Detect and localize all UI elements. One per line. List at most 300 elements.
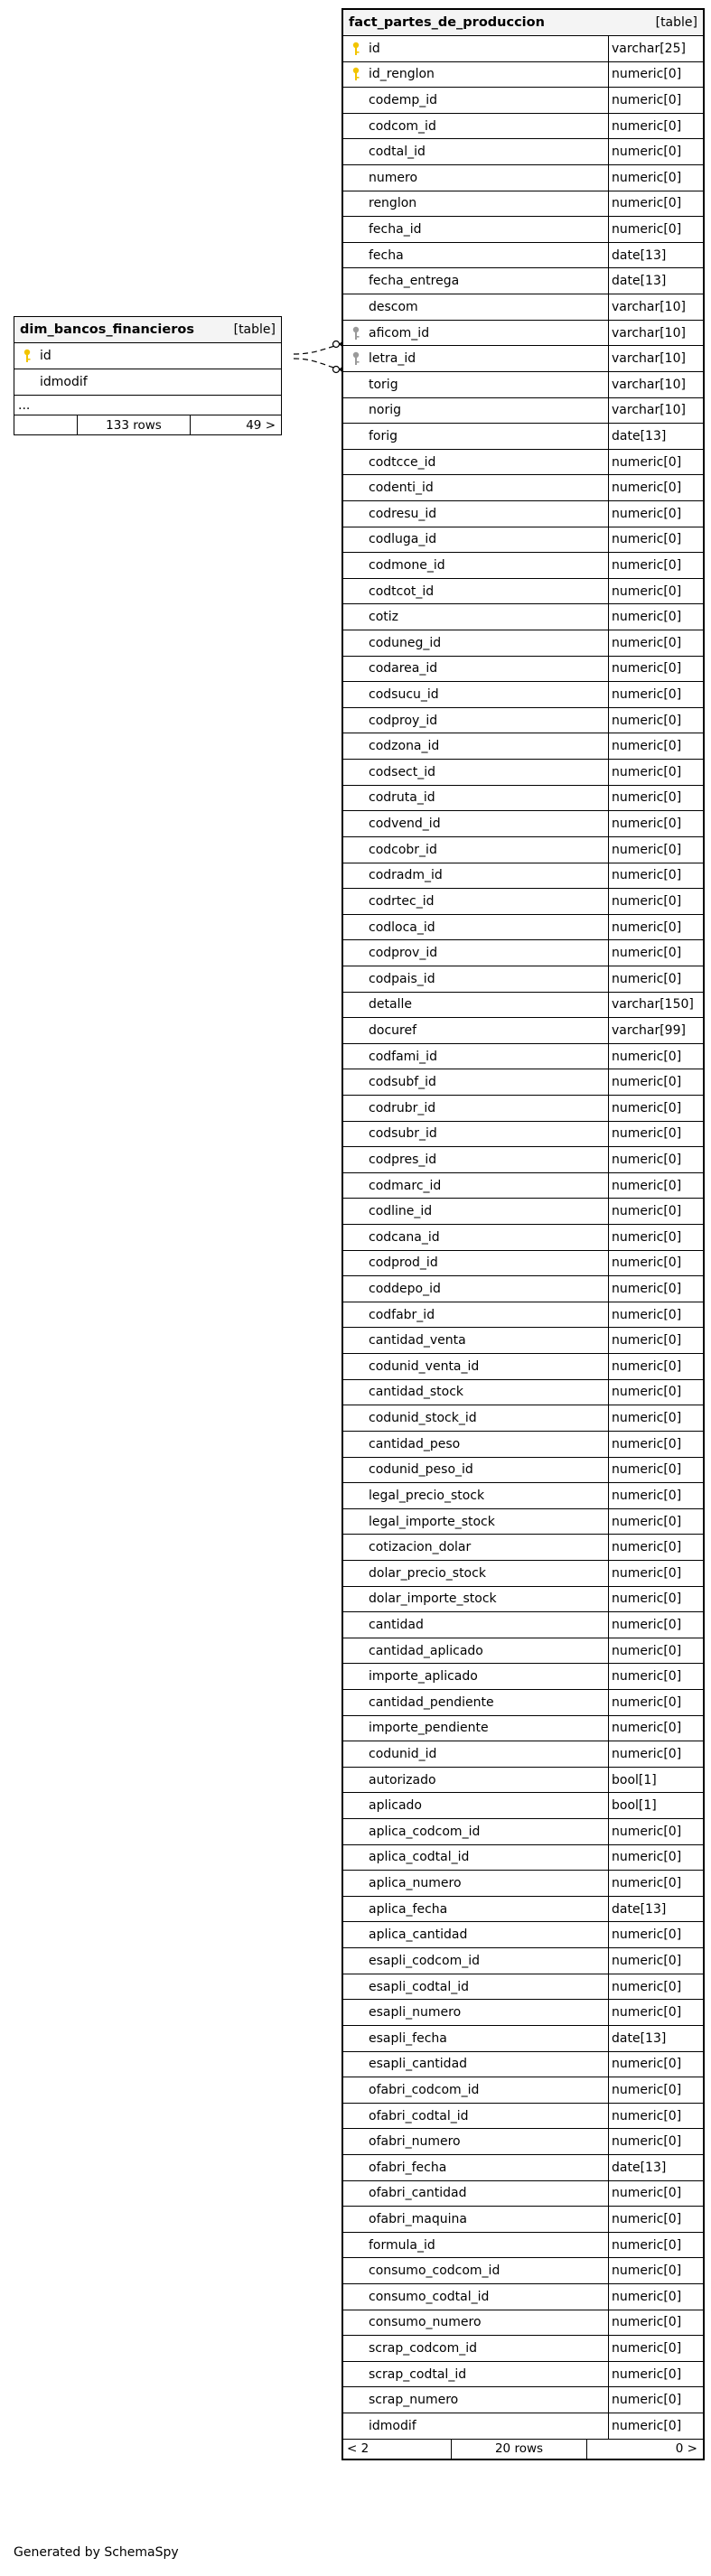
column-type: varchar[10] — [612, 403, 686, 418]
key-slot — [343, 351, 369, 366]
column-row[interactable] — [343, 114, 703, 140]
column-row[interactable] — [343, 1276, 703, 1302]
column-row[interactable] — [343, 1225, 703, 1251]
column-name-cell — [343, 1612, 609, 1638]
column-name: importe_pendiente — [369, 1721, 489, 1736]
column-row[interactable] — [343, 966, 703, 993]
table-footer — [14, 415, 281, 434]
column-row[interactable] — [343, 1302, 703, 1329]
column-row[interactable] — [343, 2181, 703, 2207]
column-row[interactable] — [343, 993, 703, 1019]
column-type: numeric[0] — [612, 481, 682, 496]
column-name-cell — [343, 165, 609, 191]
column-name-cell — [343, 1432, 609, 1457]
column-type: numeric[0] — [612, 118, 682, 134]
column-type: varchar[150] — [612, 997, 694, 1013]
column-row[interactable] — [343, 268, 703, 294]
column-type: numeric[0] — [612, 1953, 682, 1968]
column-type: numeric[0] — [612, 1462, 682, 1478]
column-row[interactable] — [343, 475, 703, 501]
column-row[interactable] — [343, 1251, 703, 1277]
column-type: numeric[0] — [612, 2315, 682, 2330]
column-row[interactable] — [343, 243, 703, 269]
column-row[interactable] — [343, 708, 703, 734]
key-slot — [14, 349, 40, 363]
column-name-cell — [343, 1561, 609, 1586]
column-name-cell — [343, 2336, 609, 2361]
column-type: numeric[0] — [612, 1100, 682, 1115]
column-name: cantidad_pendiente — [369, 1694, 494, 1710]
column-name-cell — [343, 1302, 609, 1328]
column-row[interactable] — [343, 2077, 703, 2104]
column-row[interactable] — [343, 1819, 703, 1845]
column-name-cell — [343, 1509, 609, 1535]
column-row[interactable] — [343, 2284, 703, 2310]
column-type: numeric[0] — [612, 971, 682, 986]
column-type: bool[1] — [612, 1772, 657, 1787]
primary-key-icon — [351, 67, 360, 81]
column-name-cell — [343, 1225, 609, 1250]
column-row[interactable] — [343, 2155, 703, 2181]
column-name-cell — [343, 346, 609, 371]
column-row[interactable] — [343, 1096, 703, 1122]
column-row[interactable] — [343, 321, 703, 347]
column-name: codtal_id — [369, 145, 426, 160]
column-row[interactable] — [343, 1509, 703, 1535]
column-name-cell — [343, 1819, 609, 1844]
column-type: numeric[0] — [612, 739, 682, 754]
column-type: numeric[0] — [612, 1824, 682, 1839]
column-name-cell — [343, 191, 609, 217]
table-fact-partes-de-produccion[interactable] — [341, 8, 705, 2460]
column-name: codcana_id — [369, 1229, 440, 1245]
column-row[interactable] — [343, 604, 703, 630]
table-name[interactable]: fact_partes_de_produccion — [349, 15, 545, 30]
column-name: esapli_numero — [369, 2005, 462, 2021]
column-name: renglon — [369, 196, 417, 211]
column-name-cell — [343, 733, 609, 759]
column-row[interactable] — [343, 1793, 703, 1819]
column-name: cotiz — [369, 610, 398, 625]
column-row[interactable] — [343, 1122, 703, 1148]
column-row[interactable] — [14, 343, 281, 369]
column-name: esapli_cantidad — [369, 2057, 468, 2072]
column-name-cell — [343, 217, 609, 242]
column-name: codloca_id — [369, 919, 435, 935]
column-name-cell — [343, 1741, 609, 1767]
column-name-cell — [343, 1793, 609, 1818]
column-type: numeric[0] — [612, 635, 682, 650]
column-row[interactable] — [343, 1354, 703, 1380]
column-name-cell — [343, 993, 609, 1018]
column-row[interactable] — [343, 1018, 703, 1044]
column-row[interactable] — [343, 191, 703, 218]
column-row[interactable] — [343, 863, 703, 890]
column-name-cell — [343, 915, 609, 940]
column-type: numeric[0] — [612, 2134, 682, 2150]
column-name: idmodif — [369, 2418, 416, 2433]
column-row[interactable] — [343, 2052, 703, 2078]
column-name: codprov_id — [369, 946, 438, 961]
column-row[interactable] — [343, 2207, 703, 2233]
column-row[interactable] — [343, 1897, 703, 1923]
column-name-cell — [343, 62, 609, 88]
column-row[interactable] — [343, 501, 703, 527]
column-type: varchar[10] — [612, 351, 686, 367]
column-name: codarea_id — [369, 661, 438, 677]
column-name-cell — [343, 1638, 609, 1664]
column-row[interactable] — [343, 1871, 703, 1897]
column-type: numeric[0] — [612, 1876, 682, 1891]
column-type: numeric[0] — [612, 506, 682, 521]
table-dim-bancos-financieros[interactable] — [14, 316, 282, 435]
column-name: esapli_codtal_id — [369, 1979, 470, 1994]
column-name: codrubr_id — [369, 1100, 436, 1115]
column-name-cell — [343, 604, 609, 630]
column-name: esapli_codcom_id — [369, 1953, 480, 1968]
column-name: id_renglon — [369, 67, 435, 82]
column-name-cell — [343, 2233, 609, 2258]
column-name: ofabri_codcom_id — [369, 2082, 480, 2097]
column-row[interactable] — [343, 2362, 703, 2388]
column-name-cell — [343, 450, 609, 475]
column-type: numeric[0] — [612, 2057, 682, 2072]
column-row[interactable] — [343, 553, 703, 579]
column-row[interactable] — [343, 1716, 703, 1742]
column-name-cell — [343, 268, 609, 294]
column-name-cell — [343, 786, 609, 811]
column-name: codcobr_id — [369, 842, 437, 857]
column-name: aplica_codcom_id — [369, 1824, 481, 1839]
column-name-cell — [343, 2181, 609, 2207]
column-name: codproy_id — [369, 713, 438, 728]
column-type: numeric[0] — [612, 1927, 682, 1943]
column-name: cantidad_stock — [369, 1385, 464, 1400]
column-name: legal_importe_stock — [369, 1514, 495, 1529]
column-name-cell — [343, 1922, 609, 1947]
column-name: ofabri_fecha — [369, 2160, 447, 2175]
column-row[interactable] — [343, 1199, 703, 1225]
column-name: consumo_codtal_id — [369, 2289, 490, 2304]
column-name-cell — [343, 940, 609, 966]
column-row[interactable] — [343, 682, 703, 708]
column-row[interactable] — [343, 1069, 703, 1096]
column-row[interactable] — [343, 1561, 703, 1587]
foreign-key-icon — [351, 326, 360, 341]
column-type: numeric[0] — [612, 1049, 682, 1064]
column-type: numeric[0] — [612, 1694, 682, 1710]
column-row[interactable] — [343, 915, 703, 941]
column-row[interactable] — [343, 940, 703, 966]
column-name: codunid_venta_id — [369, 1358, 480, 1374]
column-type: numeric[0] — [612, 196, 682, 211]
column-row[interactable] — [343, 579, 703, 605]
column-name-cell — [343, 579, 609, 604]
column-name: consumo_numero — [369, 2315, 482, 2330]
column-name-cell — [343, 1044, 609, 1069]
column-name: aplica_numero — [369, 1876, 462, 1891]
column-name-cell — [343, 501, 609, 527]
column-type: numeric[0] — [612, 1591, 682, 1607]
column-name: codpres_id — [369, 1153, 437, 1167]
column-name: descom — [369, 299, 418, 314]
column-name-cell — [343, 1380, 609, 1405]
foreign-key-icon — [351, 351, 360, 366]
column-name: codprod_id — [369, 1255, 438, 1271]
column-row[interactable] — [343, 2336, 703, 2362]
column-row[interactable] — [343, 2387, 703, 2413]
column-name-cell — [343, 1173, 609, 1199]
column-row[interactable] — [343, 1147, 703, 1173]
column-name-cell — [343, 1018, 609, 1043]
column-type: numeric[0] — [612, 1436, 682, 1451]
column-row[interactable] — [343, 372, 703, 398]
column-name-cell — [343, 2258, 609, 2283]
column-name-cell — [343, 2155, 609, 2180]
column-name: forig — [369, 428, 398, 443]
column-type: numeric[0] — [612, 2082, 682, 2097]
column-row[interactable] — [343, 1690, 703, 1716]
column-name-cell — [343, 2000, 609, 2025]
relation-crowfoot-aficom — [333, 341, 340, 348]
column-type: numeric[0] — [612, 764, 682, 779]
column-name-cell — [343, 2104, 609, 2129]
column-row[interactable] — [343, 1483, 703, 1509]
column-name: dolar_precio_stock — [369, 1565, 486, 1581]
column-row[interactable] — [343, 217, 703, 243]
column-row[interactable] — [343, 1638, 703, 1665]
column-name: letra_id — [369, 351, 416, 367]
column-row[interactable] — [343, 1535, 703, 1561]
key-slot — [343, 326, 369, 341]
column-name-cell — [343, 1535, 609, 1560]
column-type: numeric[0] — [612, 454, 682, 470]
column-type: numeric[0] — [612, 1204, 682, 1219]
column-row[interactable] — [343, 1845, 703, 1871]
primary-key-icon — [23, 349, 32, 363]
column-name: aplica_cantidad — [369, 1927, 468, 1943]
column-row[interactable] — [343, 527, 703, 554]
column-name: codfami_id — [369, 1049, 437, 1064]
column-type: varchar[10] — [612, 377, 686, 392]
column-name: codluga_id — [369, 532, 437, 547]
column-row[interactable] — [343, 2129, 703, 2155]
column-type: numeric[0] — [612, 1229, 682, 1245]
column-row[interactable] — [343, 294, 703, 321]
column-name-cell — [343, 1069, 609, 1095]
column-name-cell — [343, 398, 609, 424]
column-type: numeric[0] — [612, 2393, 682, 2408]
column-type: numeric[0] — [612, 170, 682, 185]
column-name: id — [40, 349, 51, 363]
column-name: aplica_fecha — [369, 1901, 448, 1917]
column-row[interactable] — [343, 1458, 703, 1484]
column-type: numeric[0] — [612, 1540, 682, 1555]
column-row[interactable] — [343, 760, 703, 786]
column-name-cell — [343, 1690, 609, 1715]
table-header[interactable] — [14, 317, 281, 343]
column-type: numeric[0] — [612, 893, 682, 909]
column-row[interactable] — [343, 786, 703, 812]
column-row[interactable] — [343, 2000, 703, 2026]
column-type: numeric[0] — [612, 2289, 682, 2304]
column-type: numeric[0] — [612, 1747, 682, 1762]
children-link[interactable]: 49 > — [246, 417, 276, 433]
column-row[interactable] — [343, 1948, 703, 1974]
column-row[interactable] — [343, 1612, 703, 1638]
column-name-cell — [343, 1845, 609, 1871]
column-name: codmone_id — [369, 557, 445, 573]
column-type: numeric[0] — [612, 713, 682, 728]
column-row[interactable] — [343, 62, 703, 89]
column-name-cell — [343, 1147, 609, 1172]
column-row[interactable] — [343, 2258, 703, 2284]
column-row[interactable] — [343, 424, 703, 450]
column-row[interactable] — [343, 1380, 703, 1406]
column-type: numeric[0] — [612, 817, 682, 832]
children-link[interactable]: 0 > — [675, 2441, 697, 2457]
key-slot — [343, 42, 369, 56]
column-row[interactable] — [343, 837, 703, 863]
column-row[interactable] — [343, 1768, 703, 1794]
column-row[interactable] — [343, 450, 703, 476]
column-type: numeric[0] — [612, 1565, 682, 1581]
table-footer — [343, 2440, 703, 2459]
column-name-cell — [343, 630, 609, 656]
column-name-cell — [343, 1328, 609, 1353]
column-name: ofabri_numero — [369, 2134, 461, 2150]
column-name: codsucu_id — [369, 687, 439, 703]
column-row[interactable] — [343, 36, 703, 62]
column-name-cell — [343, 863, 609, 889]
column-name: codfabr_id — [369, 1307, 435, 1322]
column-name-cell — [343, 2413, 609, 2439]
column-name-cell — [343, 1664, 609, 1689]
column-type: date[13] — [612, 2030, 667, 2046]
column-name-cell — [343, 1768, 609, 1793]
column-name: codsubf_id — [369, 1075, 436, 1090]
column-row[interactable] — [343, 1432, 703, 1458]
column-type: numeric[0] — [612, 1075, 682, 1090]
column-name: docuref — [369, 1022, 417, 1038]
row-count: 20 rows — [452, 2440, 587, 2459]
column-row[interactable] — [343, 1974, 703, 2001]
column-name-cell — [343, 1251, 609, 1276]
column-row[interactable] — [343, 1044, 703, 1070]
column-name-cell — [343, 139, 609, 164]
column-type: numeric[0] — [612, 2341, 682, 2357]
primary-key-icon — [351, 42, 360, 56]
column-name: esapli_fecha — [369, 2030, 447, 2046]
column-row[interactable] — [343, 1741, 703, 1768]
column-row[interactable] — [343, 2310, 703, 2337]
column-row[interactable] — [343, 1664, 703, 1690]
column-name-cell — [343, 1276, 609, 1302]
column-row[interactable] — [343, 139, 703, 165]
column-row[interactable] — [343, 1587, 703, 1613]
column-type: numeric[0] — [612, 2186, 682, 2201]
column-name-cell — [343, 114, 609, 139]
column-row[interactable] — [343, 657, 703, 683]
column-name-cell — [343, 1405, 609, 1431]
column-row[interactable] — [343, 889, 703, 915]
column-row[interactable] — [343, 811, 703, 837]
column-name-cell — [343, 2362, 609, 2387]
column-row[interactable] — [343, 733, 703, 760]
column-type: numeric[0] — [612, 583, 682, 599]
column-name: codruta_id — [369, 790, 435, 806]
column-type: numeric[0] — [612, 1411, 682, 1426]
column-name: codenti_id — [369, 481, 434, 496]
table-type: [table] — [655, 15, 697, 30]
column-name: scrap_codcom_id — [369, 2341, 478, 2357]
column-name-cell — [343, 2052, 609, 2077]
column-name: cantidad_venta — [369, 1333, 466, 1349]
column-row[interactable] — [343, 1328, 703, 1354]
column-row[interactable] — [343, 88, 703, 114]
column-row[interactable] — [343, 1405, 703, 1432]
column-row[interactable] — [343, 346, 703, 372]
column-type: numeric[0] — [612, 1385, 682, 1400]
column-row[interactable] — [343, 165, 703, 191]
column-type: numeric[0] — [612, 1850, 682, 1865]
column-name-cell — [343, 760, 609, 785]
column-type: numeric[0] — [612, 1514, 682, 1529]
column-type: numeric[0] — [612, 1153, 682, 1167]
column-name: dolar_importe_stock — [369, 1591, 497, 1607]
column-name-cell — [343, 243, 609, 268]
column-type: date[13] — [612, 428, 667, 443]
column-name: torig — [369, 377, 398, 392]
column-name-cell — [343, 424, 609, 449]
column-name: legal_precio_stock — [369, 1488, 485, 1503]
column-name: ofabri_maquina — [369, 2211, 467, 2226]
column-name: fecha_id — [369, 222, 422, 238]
column-name: norig — [369, 403, 401, 418]
column-name: codradm_id — [369, 868, 443, 883]
column-row[interactable] — [343, 2104, 703, 2130]
column-name: coduneg_id — [369, 635, 442, 650]
table-name[interactable]: dim_bancos_financieros — [20, 322, 194, 337]
column-row[interactable] — [343, 2413, 703, 2440]
column-name: ofabri_codtal_id — [369, 2108, 469, 2123]
column-row[interactable] — [343, 398, 703, 425]
column-name: cantidad_aplicado — [369, 1643, 483, 1658]
column-name: codunid_peso_id — [369, 1462, 473, 1478]
parents-link[interactable]: < 2 — [343, 2440, 452, 2459]
column-row[interactable] — [343, 2026, 703, 2052]
column-name-cell — [343, 294, 609, 320]
column-name: scrap_numero — [369, 2393, 459, 2408]
column-row[interactable] — [343, 630, 703, 657]
column-type: numeric[0] — [612, 2211, 682, 2226]
column-type: numeric[0] — [612, 2263, 682, 2279]
column-name: codunid_id — [369, 1747, 437, 1762]
column-name: codline_id — [369, 1204, 433, 1219]
column-name-cell — [343, 966, 609, 992]
column-row[interactable] — [343, 1173, 703, 1199]
column-name-cell — [343, 1199, 609, 1224]
table-header[interactable] — [343, 10, 703, 36]
column-name-cell — [343, 1458, 609, 1483]
column-name: fecha — [369, 247, 404, 263]
parents-link[interactable] — [14, 415, 78, 434]
column-name-cell — [343, 682, 609, 707]
column-row[interactable] — [343, 2233, 703, 2259]
column-row[interactable] — [14, 369, 281, 396]
column-row[interactable] — [343, 1922, 703, 1948]
column-name-cell — [343, 1897, 609, 1922]
